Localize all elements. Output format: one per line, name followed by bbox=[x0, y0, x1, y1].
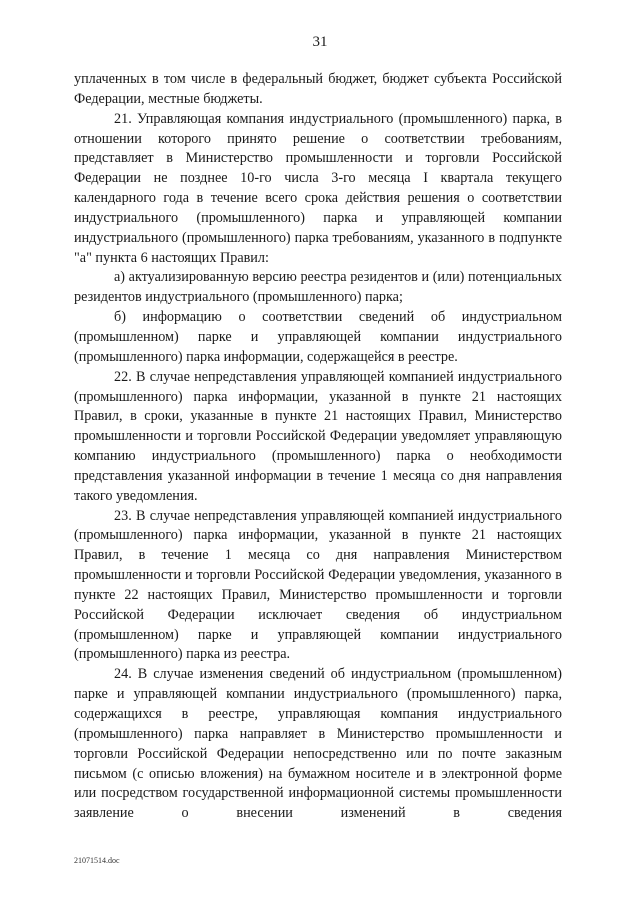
paragraph-24: 24. В случае изменения сведений об индустриальном (промышленном) парке и управляющей компании индустриального (промышленного) парка, содержащихся в реестре, управляющая компания индустриального (промышленного) парка направляет в Министерство промышленности и торговли Российской Федерации непосредственно или по почте заказным письмом (с описью вложения) на бумажном носителе и в электронной форме или посредством государственной информационной системы промышленности заявление о внесении изменений в сведения bbox=[74, 666, 562, 822]
footer-filename: 21071514.doc bbox=[74, 856, 120, 865]
paragraph-continuation: уплаченных в том числе в федеральный бюджет, бюджет субъекта Российской Федерации, местные бюджеты. bbox=[74, 71, 562, 107]
paragraph-21-a: а) актуализированную версию реестра резидентов и (или) потенциальных резидентов индустриального (промышленного) парка; bbox=[74, 269, 562, 306]
page-number: 31 bbox=[312, 34, 328, 50]
paragraph-21: 21. Управляющая компания индустриального (промышленного) парка, в отношении которого принято решение о соответствии требованиям, представляет в Министерство промышленности и торговли Российской Федерации не позднее 10-го числа 3-го месяца I квартала текущего календарного года в течение всего срока действия решения о соответствии индустриального (промышленного) парка и управляющей компании индустриального (промышленного) парка требованиям, указанного в подпункте "а" пункта 6 настоящих Правил: bbox=[74, 110, 562, 266]
paragraph-21-b: б) информацию о соответствии сведений об индустриальном (промышленном) парке и управляющей компании индустриального (промышленного) парка информации, содержащейся в реестре. bbox=[74, 309, 562, 365]
paragraph-22: 22. В случае непредставления управляющей компанией индустриального (промышленного) парка информации, указанной в пункте 21 настоящих Правил, в сроки, указанные в пункте 21 настоящих Правил, Министерство промышленности и торговли Российской Федерации уведомляет управляющую компанию индустриального (промышленного) парка о необходимости представления указанной информации в течение 1 месяца со дня направления такого уведомления. bbox=[74, 368, 562, 504]
paragraph-23: 23. В случае непредставления управляющей компанией индустриального (промышленного) парка информации, указанной в пункте 21 настоящих Правил, в течение 1 месяца со дня направления Министерством промышленности и торговли Российской Федерации уведомления, указанного в пункте 22 настоящих Правил, Министерство промышленности и торговли Российской Федерации исключает сведения об индустриальном (промышленном) парке и управляющей компании индустриального (промышленного) парка из реестра. bbox=[74, 507, 562, 663]
document-body bbox=[74, 70, 562, 824]
